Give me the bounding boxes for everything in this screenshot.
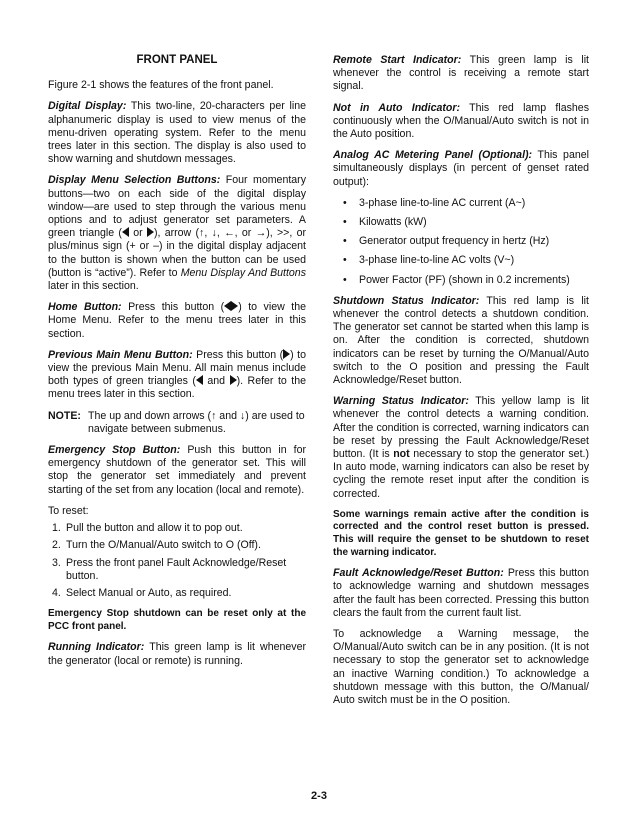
shutdown-paragraph: [333, 295, 589, 387]
home-button-paragraph: [48, 301, 306, 341]
prev-menu-term: Previous Main Menu Button:: [48, 348, 193, 361]
display-menu-text-4: later in this section.: [48, 280, 139, 293]
home-button-text-1: Press this button (: [128, 301, 225, 314]
digital-display-term: Digital Display:: [48, 100, 127, 113]
not-auto-paragraph: [333, 102, 589, 142]
not-auto-text: This red lamp flashes continuously when the O/Manual/Auto switch is not in the Auto position.: [333, 101, 589, 141]
not-auto-term: Not in Auto Indicator:: [333, 101, 461, 114]
list-item: • 3-phase line-to-line AC volts (V~): [343, 254, 515, 267]
digital-display-text: This two-line, 20-characters per line alphanumeric display is used to view menus of the menu-driven operating system. Refer to the menu trees later in this section. The display is also used to show warning and shutdown messages.: [48, 100, 306, 166]
warning-term: Warning Status Indicator:: [333, 395, 469, 408]
remote-start-paragraph: [333, 54, 589, 94]
list-item: • Power Factor (PF) (shown in 0.2 increments): [343, 273, 570, 286]
home-button-term: Home Button:: [48, 301, 122, 314]
list-item: 3. Press the front panel Fault Acknowledge/Reset button.: [52, 556, 287, 582]
digital-display-paragraph: [48, 100, 306, 166]
fault-ack-paragraph-2: To acknowledge a Warning message, the O/Manual/Auto switch can be in any position. (It is not necessary to stop the generator set to acknowledge an inactive Warning condition.) To acknowledge a shutdown message with this button, the O/Manual/ Auto switch must be in the O position.: [333, 628, 589, 707]
warning-bold-note: Some warnings remain active after the condition is corrected and the control reset button is pressed. This will require the genset to be shutdown to reset the warning indicator.: [333, 508, 589, 558]
emergency-text: Push this button in for emergency shutdown of the generator set. This will stop the generator set immediately and prevent starting of the set from any location (local and remote).: [48, 444, 307, 496]
display-menu-text-3: ), arrow (↑, ↓, ←, or →), >>, or plus/minus sign (+ or –) in the digital display adjacent to the button is shown when the button can be used (button is “active”). Refer to: [48, 227, 306, 279]
display-menu-paragraph: [48, 174, 306, 293]
warning-text-2: necessary to stop the generator set.) In auto mode, warning indicators can also be reset by cycling the remote reset input after the condition is corrected.: [333, 448, 589, 500]
list-item: 2. Turn the O/Manual/Auto switch to O (Off).: [52, 539, 261, 552]
triangle-right-icon: [230, 375, 237, 385]
home-button-text-2: ) to view the Home Menu. Refer to the menu trees later in this section.: [48, 301, 306, 340]
warning-paragraph: [333, 395, 589, 501]
prev-menu-paragraph: [48, 349, 306, 402]
warning-text-1: This yellow lamp is lit whenever the control detects a warning condition. After the condition is corrected, warning indicators can be reset by pressing the Fault Acknowledge/Reset button. (It is: [333, 395, 589, 461]
home-icon: [224, 301, 238, 313]
fault-ack-term: Fault Acknowledge/Reset Button:: [333, 567, 504, 580]
list-item: • 3-phase line-to-line AC current (A~): [343, 196, 526, 209]
triangle-left-icon: [122, 227, 129, 237]
triangle-left-icon: [196, 375, 203, 385]
analog-term: Analog AC Metering Panel (Optional):: [333, 149, 533, 162]
list-item: • Kilowatts (kW): [343, 216, 427, 229]
list-item: 1. Pull the button and allow it to pop out.: [52, 522, 243, 535]
prev-menu-text-2: ) to view the previous Main Menu. All main menus include both types of green triangles (: [48, 348, 306, 388]
prev-menu-text-4: ). Refer to the menu trees later in this section.: [48, 375, 306, 401]
remote-start-term: Remote Start Indicator:: [333, 54, 462, 66]
reset-steps-list: [48, 522, 306, 600]
list-item: • Generator output frequency in hertz (Hz): [343, 235, 550, 248]
fault-ack-paragraph: [333, 567, 589, 620]
note-block: [48, 410, 306, 436]
reset-label: To reset:: [48, 504, 89, 517]
running-text: This green lamp is lit whenever the generator (local or remote) is running.: [48, 641, 306, 667]
section-heading: FRONT PANEL: [136, 54, 218, 66]
fault-ack-text: Press this button to acknowledge warning and shutdown messages after the fault has been corrected. Pressing this button clears the fault from the current fault list.: [333, 567, 590, 619]
analog-bullet-list: [333, 197, 589, 287]
right-column: [333, 54, 589, 715]
running-paragraph: [48, 641, 306, 667]
display-menu-text-1: Four momentary buttons—two on each side of the digital display window—are used to step through the various menu options and to adjust generator set parameters. A green triangle (: [48, 174, 306, 240]
menu-display-reference: Menu Display And Buttons: [180, 266, 306, 279]
prev-menu-text-1: Press this button (: [196, 348, 284, 361]
analog-paragraph: [333, 149, 589, 189]
running-term: Running Indicator:: [48, 641, 145, 654]
intro-paragraph: Figure 2-1 shows the features of the front panel.: [48, 79, 274, 92]
left-column: [48, 54, 306, 676]
emergency-paragraph: [48, 444, 306, 497]
emergency-term: Emergency Stop Button:: [48, 444, 181, 457]
analog-text: This panel simultaneously displays (in percent of genset rated output):: [333, 149, 589, 188]
prev-menu-text-3: and: [202, 375, 230, 388]
shutdown-term: Shutdown Status Indicator:: [333, 294, 480, 307]
shutdown-text: This red lamp is lit whenever the control detects a shutdown condition. The generator set cannot be started when this lamp is on. After the condition is corrected, shutdown indicators can be reset by turning the O/Manual/Auto switch to the O position and pressing the Fault Acknowledge/Reset button.: [333, 294, 589, 387]
display-menu-term: Display Menu Selection Buttons:: [48, 174, 221, 187]
triangle-right-icon: [147, 227, 154, 237]
warning-not-word: not: [393, 448, 410, 461]
note-text: The up and down arrows (↑ and ↓) are used to navigate between submenus.: [88, 409, 305, 435]
display-menu-text-2: or: [128, 227, 147, 240]
emergency-bold-note: Emergency Stop shutdown can be reset only at the PCC front panel.: [48, 608, 306, 632]
note-label: NOTE:: [48, 409, 81, 422]
page-number: 2-3: [311, 790, 327, 802]
list-item: 4. Select Manual or Auto, as required.: [52, 586, 232, 599]
remote-start-text: This green lamp is lit whenever the control is receiving a remote start signal.: [333, 54, 589, 93]
